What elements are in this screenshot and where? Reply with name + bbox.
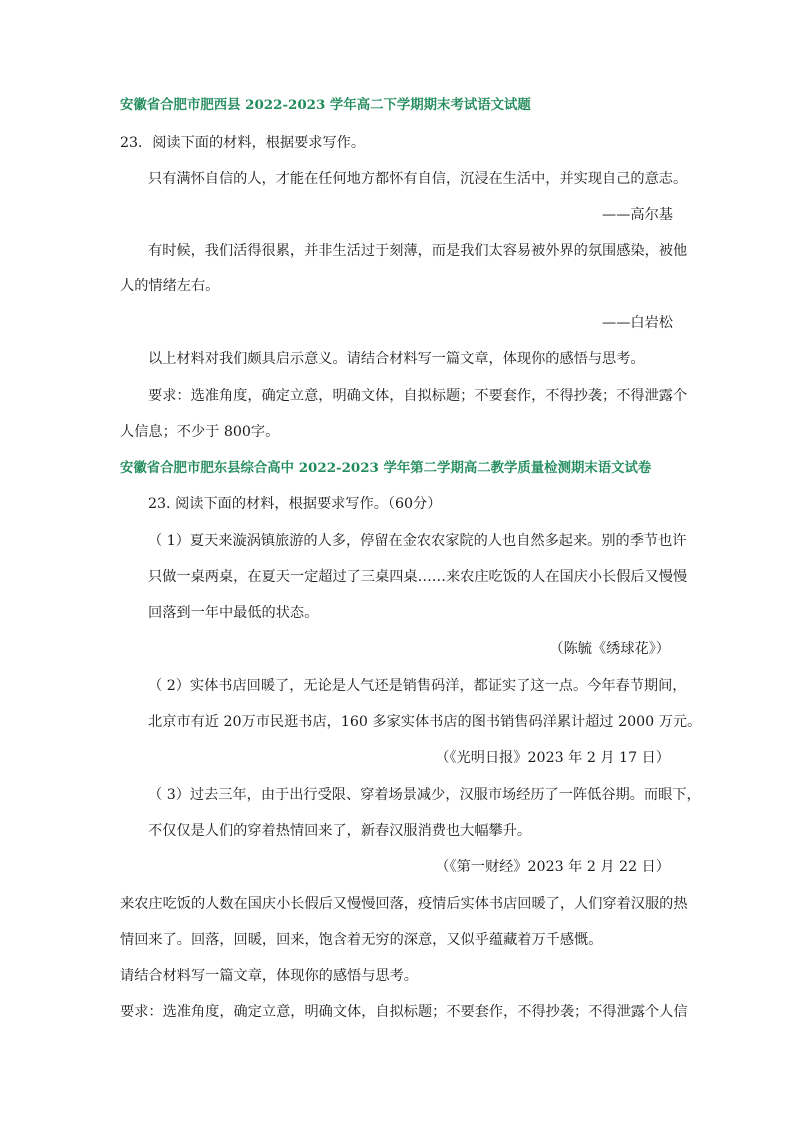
section-1-heading: 安徽省合肥市肥西县 2022-2023 学年高二下学期期末考试语文试题 [120,97,531,113]
section-2-material1-line1: （ 1）夏天来漩涡镇旅游的人多，停留在金农农家院的人也自然多起来。别的季节也许 [148,533,687,549]
section-2-heading: 安徽省合肥市肥东县综合高中 2022-2023 学年第二学期高二教学质量检测期末语文试卷 [120,460,652,476]
section-1-source2: ——白岩松 [602,315,673,331]
section-2-material1-line3: 回落到一年中最低的状态。 [148,605,319,621]
section-1-quote2-line2: 人的情绪左右。 [120,278,220,294]
section-2-requirements-line1: 要求：选准角度，确定立意，明确文体，自拟标题；不要套作，不得抄袭；不得泄露个人信 [120,1004,688,1020]
section-2-material1-line2: 只做一桌两桌，在夏天一定超过了三桌四桌……来农庄吃饭的人在国庆小长假后又慢慢 [148,569,688,585]
section-2-material3-line2: 不仅仅是人们的穿着热情回来了，新春汉服消费也大幅攀升。 [148,823,532,839]
section-1-prompt: 以上材料对我们颇具启示意义。请结合材料写一篇文章，体现你的感悟与思考。 [148,351,645,367]
section-1-requirements-line1: 要求：选准角度，确定立意，明确文体，自拟标题；不要套作，不得抄袭；不得泄露个 [148,388,688,404]
section-1-quote1: 只有满怀自信的人，才能在任何地方都怀有自信，沉浸在生活中，并实现自己的意志。 [148,171,688,187]
section-1-quote2-line1: 有时候，我们活得很累，并非生活过于刻薄，而是我们太容易被外界的氛围感染，被他 [148,243,688,259]
section-2-summary-line2: 情回来了。回落，回暖，回来，饱含着无穷的深意，又似乎蕴藏着万千感慨。 [120,932,603,948]
section-2-material2-line2: 北京市有近 20万市民逛书店，160 多家实体书店的图书销售码洋累计超过 2000 万元。 [148,714,702,730]
section-2-material3-source: （《第一财经》2023 年 2 月 22 日） [435,859,670,875]
section-1-requirements-line2: 人信息；不少于 800字。 [120,424,280,440]
section-2-prompt: 请结合材料写一篇文章，体现你的感悟与思考。 [120,968,418,984]
section-1-source1: ——高尔基 [602,207,673,223]
section-2-summary-line1: 来农庄吃饭的人数在国庆小长假后又慢慢回落，疫情后实体书店回暖了，人们穿着汉服的热 [120,896,688,912]
section-2-question: 23. 阅读下面的材料，根据要求写作。（60分） [148,496,442,512]
section-1-question: 23．阅读下面的材料，根据要求写作。 [120,135,366,151]
section-2-material3-line1: （ 3）过去三年，由于出行受限、穿着场景减少，汉服市场经历了一阵低谷期。而眼下， [148,787,701,803]
section-2-material1-source: （陈毓《绣球花》） [549,641,670,657]
section-2-material2-line1: （ 2）实体书店回暖了，无论是人气还是销售码洋，都证实了这一点。今年春节期间， [148,678,687,694]
section-2-material2-source: （《光明日报》2023 年 2 月 17 日） [435,750,670,766]
